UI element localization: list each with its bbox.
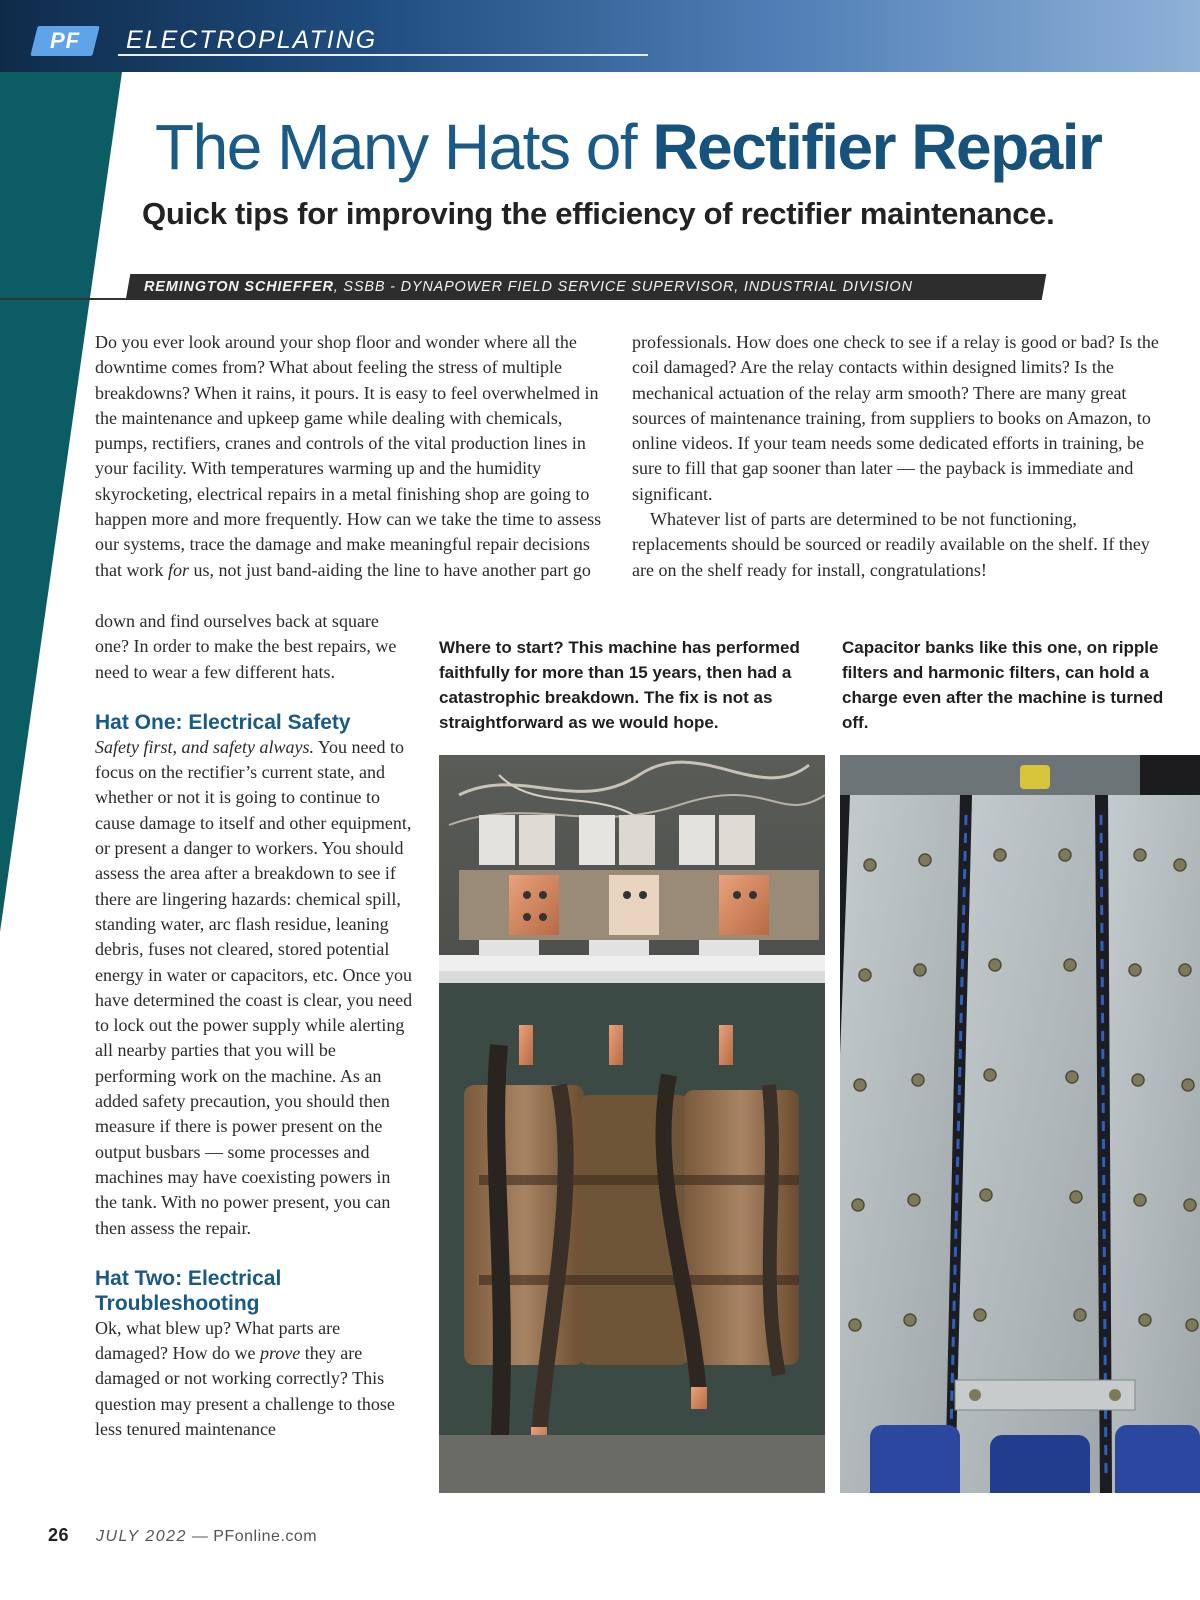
hat-two-prove: prove bbox=[259, 1343, 301, 1364]
article-subtitle: Quick tips for improving the efficiency of rectifier maintenance. bbox=[142, 196, 1055, 231]
title-light: The Many Hats of bbox=[155, 111, 637, 183]
photo-one-caption: Where to start? This machine has performed faithfully for more than 15 years, then had a catastrophic breakdown. The fix is not as straightforward as we would hope. bbox=[439, 638, 800, 732]
hat-two-text-b: they are damaged or not working correctly? This question may present a challenge to those less tenured maintenance bbox=[95, 1343, 395, 1440]
byline bbox=[144, 278, 1044, 296]
article-title bbox=[155, 110, 1185, 184]
issue-date: JULY 2022 bbox=[95, 1528, 187, 1545]
hat-one-text: You need to focus on the rectifier’s current state, and whether or not it is going to continue to cause damage to itself and other equipment, or present a danger to workers. You should assess the area after a breakdown to see if there are lingering hazards: chemical spill, standing water, arc flash residue, leaning debris, fuses not cleared, stored potential energy in water or capacitors, etc. Once you have determined the coast is clear, you need to lock out the power supply while alerting all nearby parties that you will be performing work on the machine. As an added safety precaution, you should then measure if there is power present on the output busbars — some processes and machines may have coexisting powers in the tank. With no power present, you can then assess the repair. bbox=[95, 736, 413, 1238]
capacitor-bank-illustration bbox=[840, 755, 1200, 1493]
rectifier-illustration bbox=[439, 755, 825, 1493]
page-number: 26 bbox=[48, 1525, 70, 1545]
page-footer bbox=[48, 1525, 317, 1546]
capacitor-bank-photo bbox=[840, 755, 1200, 1493]
section-rule bbox=[118, 54, 648, 56]
column-one-narrow bbox=[95, 609, 415, 1442]
intro-continuation: down and find ourselves back at square one? In order to make the best repairs, we need to wear a few different hats. bbox=[95, 611, 397, 682]
byline-name: REMINGTON SCHIEFFER bbox=[144, 279, 334, 295]
hat-one-heading: Hat One: Electrical Safety bbox=[95, 710, 351, 734]
hat-one-paragraph bbox=[95, 735, 415, 1241]
pf-logo-text: PF bbox=[49, 28, 81, 53]
byline-role: , SSBB - DYNAPOWER FIELD SERVICE SUPERVISOR, INDUSTRIAL DIVISION bbox=[333, 279, 913, 295]
column-two bbox=[632, 330, 1162, 583]
col2-paragraph-2: Whatever list of parts are determined to be not functioning, replacements should be sourced or readily available on the shelf. If they are on the shelf ready for install, congratulations! bbox=[632, 509, 1150, 580]
byline-rule bbox=[0, 298, 140, 300]
intro-text-end: us, not just band-aiding the line to have another part go bbox=[193, 559, 591, 580]
website: — PFonline.com bbox=[191, 1528, 318, 1545]
rectifier-photo bbox=[439, 755, 825, 1493]
section-label: ELECTROPLATING bbox=[126, 26, 378, 54]
intro-paragraph bbox=[95, 330, 605, 583]
hat-two-heading: Hat Two: Electrical Troubleshooting bbox=[95, 1266, 282, 1315]
intro-for: for bbox=[167, 559, 189, 580]
hat-two-text-a: Ok, what blew up? What parts are damaged? How do we bbox=[95, 1317, 341, 1364]
col2-paragraph-1: professionals. How does one check to see if a relay is good or bad? Is the coil damaged? Are the relay contacts within designed limits? Is the mechanical actuation of the relay arm smooth? There are many great sources of maintenance training, from suppliers to books on Amazon, to online videos. If your team needs some dedicated efforts in training, be sure to fill that gap sooner than later — the payback is immediate and significant. bbox=[632, 332, 1159, 504]
photo-two-caption: Capacitor banks like this one, on ripple filters and harmonic filters, can hold a charge even after the machine is turned off. bbox=[842, 638, 1164, 732]
title-bold: Rectifier Repair bbox=[652, 111, 1102, 183]
hat-two-paragraph bbox=[95, 1316, 415, 1442]
pf-logo bbox=[30, 26, 99, 56]
intro-text: Do you ever look around your shop floor and wonder where all the downtime comes from? What about feeling the stress of multiple breakdowns? When it rains, it pours. It is easy to feel overwhelmed in the maintenance and upkeep game while dealing with chemicals, pumps, rectifiers, cranes and controls of the vital production lines in your facility. With temperatures warming up and the humidity skyrocketing, electrical repairs in a metal finishing shop are going to happen more and more frequently. How can we take the time to assess our systems, trace the damage and make meaningful repair decisions that work bbox=[95, 332, 602, 580]
hat-one-lead: Safety first, and safety always. bbox=[95, 736, 314, 757]
